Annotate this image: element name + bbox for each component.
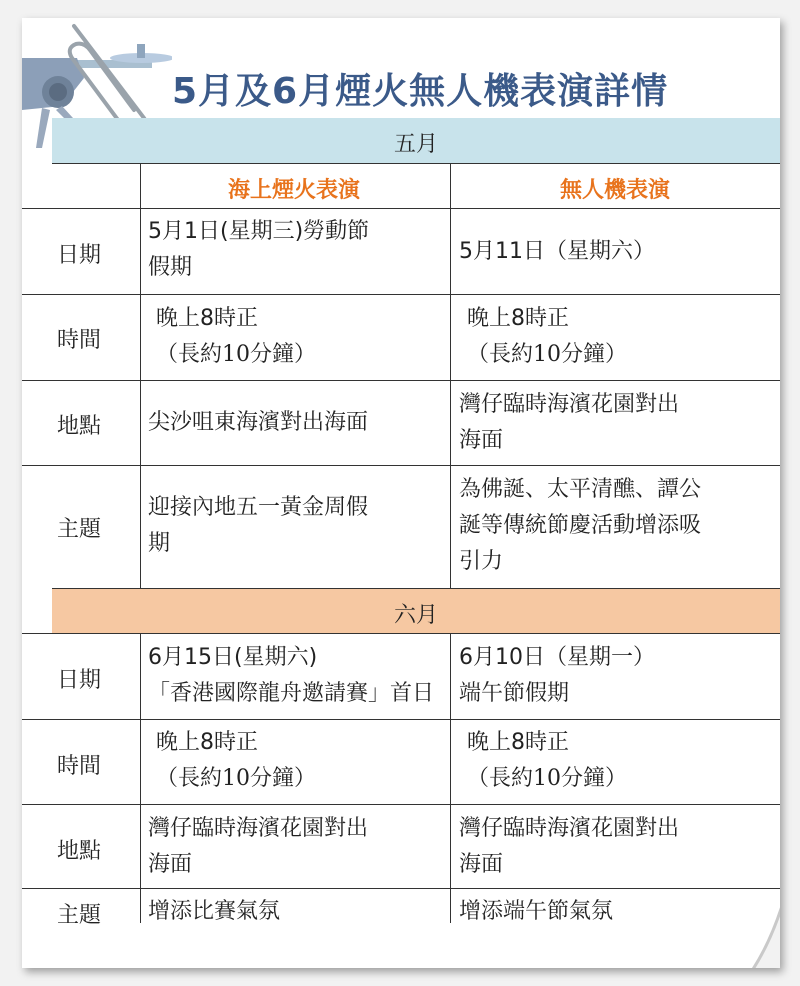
divider [22, 208, 780, 209]
row-label-location: 地點 [57, 839, 102, 864]
may-drone-time: 晚上8時正 （長約10分鐘） [467, 306, 627, 367]
june-fireworks-time: 晚上8時正 （長約10分鐘） [156, 730, 316, 791]
row-label-time: 時間 [57, 754, 102, 779]
may-drone-date: 5月11日（星期六） [459, 239, 655, 264]
page-curl-icon [730, 878, 780, 968]
divider [22, 380, 780, 381]
june-label: 六月 [393, 603, 438, 628]
page-title: 5月及6月煙火無人機表演詳情 [172, 71, 669, 112]
column-divider [450, 633, 451, 923]
divider [52, 163, 780, 164]
row-label-location: 地點 [57, 414, 102, 439]
column-divider [450, 163, 451, 589]
divider [22, 719, 780, 720]
june-drone-theme: 增添端午節氣氛 [459, 899, 614, 924]
june-drone-location: 灣仔臨時海濱花園對出 海面 [459, 816, 680, 877]
divider [22, 294, 780, 295]
may-fireworks-time: 晚上8時正 （長約10分鐘） [156, 306, 316, 367]
fireworks-column-header: 海上煙火表演 [227, 178, 360, 203]
june-fireworks-location: 灣仔臨時海濱花園對出 海面 [148, 816, 369, 877]
news-clipping [22, 18, 780, 968]
june-fireworks-date: 6月15日(星期六) 「香港國際龍舟邀請賽」首日 [148, 645, 435, 706]
june-drone-time: 晚上8時正 （長約10分鐘） [467, 730, 627, 791]
june-fireworks-theme: 增添比賽氣氛 [148, 899, 281, 924]
row-label-theme: 主題 [57, 517, 102, 542]
row-label-date: 日期 [57, 243, 102, 268]
divider [22, 633, 780, 634]
june-drone-date: 6月10日（星期一） 端午節假期 [459, 645, 655, 706]
may-drone-theme: 為佛誕、太平清醮、譚公 誕等傳統節慶活動增添吸 引力 [459, 477, 702, 574]
row-label-theme: 主題 [57, 903, 102, 928]
drone-column-header: 無人機表演 [559, 178, 670, 203]
may-fireworks-location: 尖沙咀東海濱對出海面 [148, 410, 369, 435]
row-label-date: 日期 [57, 668, 102, 693]
may-fireworks-date: 5月1日(星期三)勞動節 假期 [148, 219, 370, 280]
may-fireworks-theme: 迎接內地五一黃金周假 期 [148, 495, 369, 556]
divider [22, 465, 780, 466]
column-divider [140, 163, 141, 589]
divider [22, 888, 780, 889]
divider [22, 804, 780, 805]
column-divider [140, 633, 141, 923]
may-drone-location: 灣仔臨時海濱花園對出 海面 [459, 392, 680, 453]
row-label-time: 時間 [57, 328, 102, 353]
may-label: 五月 [393, 132, 438, 157]
